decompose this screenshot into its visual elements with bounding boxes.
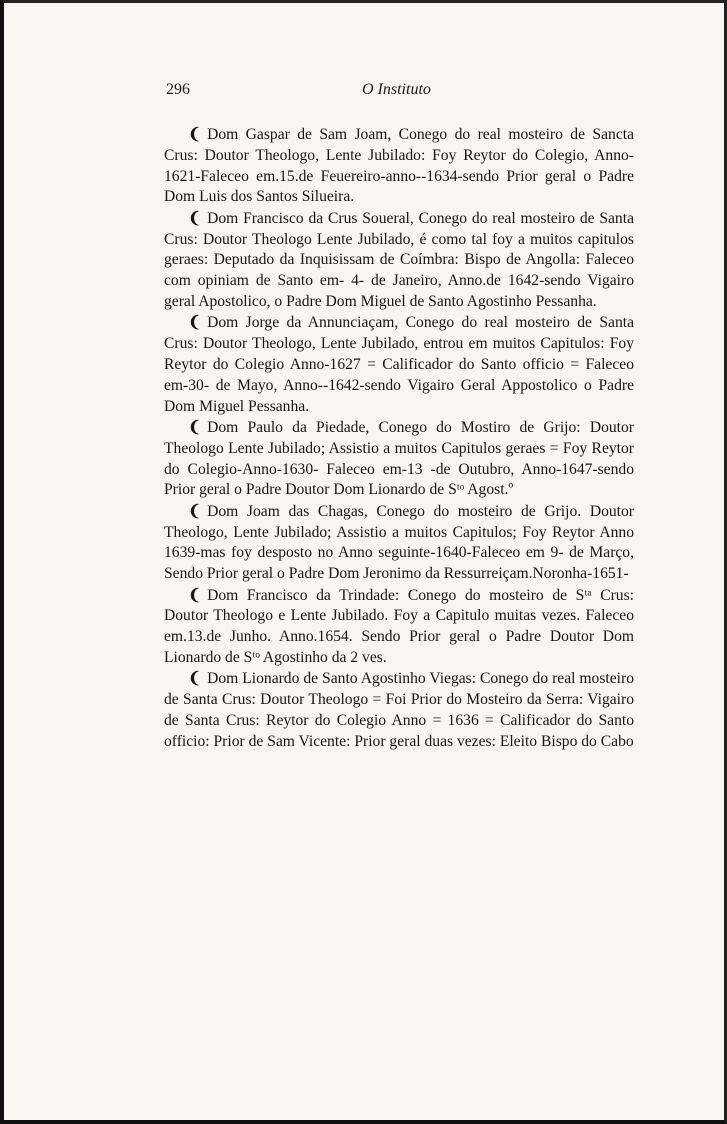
paragraph-mark-icon: ❨ [188, 209, 202, 227]
entry-text: Dom Lionardo de Santo Agostinho Viegas: Conego do real mosteiro de Santa Crus: Doutor Theologo = Foi Prior do Mosteiro da Serra: Vigairo de Santa Crus: Reytor do Colegio Anno = 1636 = Calificador do Santo officio: Prior de Sam Vicente: Prior geral duas vezes: Eleito Bispo do Cabo [164, 670, 634, 750]
paragraph-mark-icon: ❨ [188, 126, 202, 143]
paragraph-mark-icon: ❨ [188, 502, 202, 520]
paragraph-mark-icon: ❨ [188, 586, 202, 604]
journal-title: O Instituto [362, 81, 431, 98]
entry-paulo-da-piedade [164, 418, 634, 501]
entry-joam-das-chagas [164, 502, 634, 585]
text-block [164, 125, 634, 753]
entry-text: Dom Gaspar de Sam Joam, Conego do real mosteiro de Sancta Crus: Doutor Theologo, Lente Jubilado: Foy Reytor do Colegio, Anno-1621-Faleceo em.15.de Feuereiro-anno--1634-sendo Prior geral o Padre Dom Luis dos Santos Silueira. [164, 126, 634, 206]
entry-text: Dom Francisco da Crus Soueral, Conego do real mosteiro de Santa Crus: Doutor Theologo Lente Jubilado, é como tal foy a muitos capitulos geraes: Deputado da Inquisissam de Coímbra: Bispo de Angolla: Faleceo com opiniam de Santo em- 4- de Janeiro, Anno.de 1642-sendo Vigairo geral Apostolico, o Padre Dom Miguel de Santo Agostinho Pessanha. [164, 209, 634, 310]
entry-francisco-da-crus-soueral [164, 209, 634, 313]
entry-francisco-da-trindade [164, 586, 634, 669]
page-number: 296 [166, 81, 190, 98]
entry-lionardo-de-santo-agostinho [164, 669, 634, 752]
paragraph-mark-icon: ❨ [188, 418, 202, 436]
paragraph-mark-icon: ❨ [188, 670, 202, 688]
paragraph-mark-icon: ❨ [188, 314, 202, 332]
running-head [166, 81, 634, 105]
entry-text: Dom Jorge da Annunciaçam, Conego do real mosteiro de Santa Crus: Doutor Theologo, Lente Jubilado, entrou em muitos Capitulos: Foy Reytor do Colegio Anno-1627 = Calificador do Santo officio = Faleceo em-30- de Mayo, Anno--1642-sendo Vigairo Geral Appostolico o Padre Dom Miguel Pessanha. [164, 314, 634, 415]
entry-text: Dom Paulo da Piedade, Conego do Mostiro de Grijo: Doutor Theologo Lente Jubilado; Assistio a muitos Capitulos geraes = Foy Reytor do Colegio-Anno-1630- Faleceo em-13 -de Outubro, Anno-1647-sendo Prior geral o Padre Doutor Dom Lionardo de Sᵗᵒ Agost.º [164, 418, 634, 499]
entry-jorge-da-annunciacam [164, 313, 634, 417]
entry-gaspar-de-sam-joam [164, 125, 634, 208]
entry-text: Dom Francisco da Trindade: Conego do mosteiro de Sᵗᵃ Crus: Doutor Theologo e Lente Jubilado. Foy a Capitulo muitas vezes. Faleceo em.13.de Junho. Anno.1654. Sendo Prior geral o Padre Doutor Dom Lionardo de Sᵗᵒ Agostinho da 2 ves. [164, 586, 634, 666]
entry-text: Dom Joam das Chagas, Conego do mosteiro de Grijo. Doutor Theologo, Lente Jubilado; Assistio a muitos Capitulos; Foy Reytor Anno 1639-mas foy desposto no Anno seguinte-1640-Faleceo em 9- de Março, Sendo Prior geral o Padre Dom Jeronimo da Ressurreiçam.Noronha-1651- [164, 502, 634, 583]
